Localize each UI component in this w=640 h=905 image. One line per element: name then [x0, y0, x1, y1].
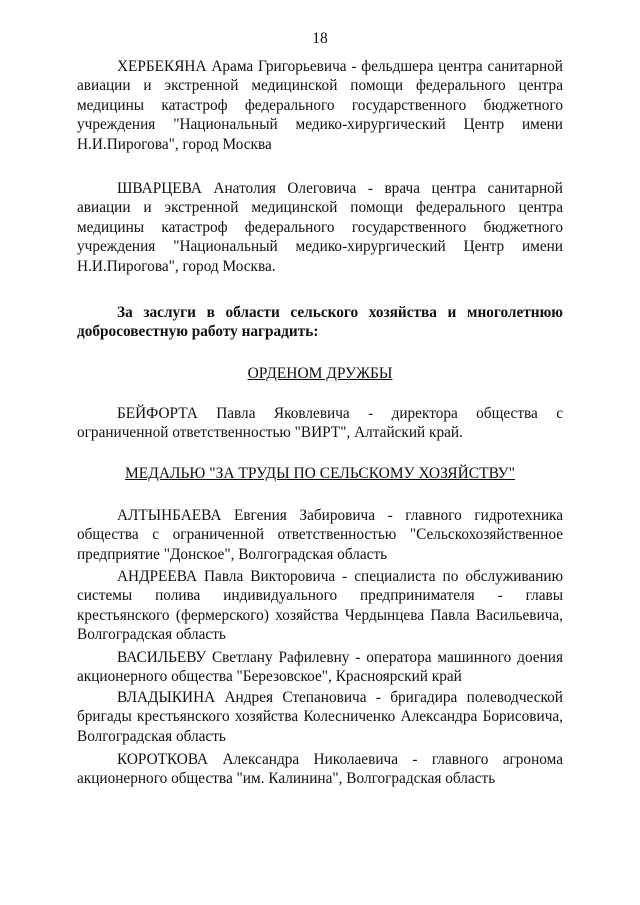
award-recipient-paragraph: ВЛАДЫКИНА Андрея Степановича - бригадира полеводческой бригады крестьянского хозяйства Колесниченко Александра Борисовича, Волгоградская область: [77, 689, 563, 745]
award-recipient-paragraph: АЛТЫНБАЕВА Евгения Забировича - главного гидротехника общества с ограниченной ответственностью "Сельскохозяйственное предприятие "Донское", Волгоградская область: [77, 507, 563, 563]
award-recipient-paragraph: ВАСИЛЬЕВУ Светлану Рафилевну - оператора машинного доения акционерного общества "Березовское", Красноярский край: [77, 649, 563, 686]
medal-heading: МЕДАЛЬЮ "ЗА ТРУДЫ ПО СЕЛЬСКОМУ ХОЗЯЙСТВУ": [125, 465, 515, 482]
order-heading: ОРДЕНОМ ДРУЖБЫ: [247, 365, 393, 382]
award-recipient-paragraph: КОРОТКОВА Александра Николаевича - главного агронома акционерного общества "им. Калинина", Волгоградская область: [77, 751, 563, 788]
award-recipient-paragraph: ШВАРЦЕВА Анатолия Олеговича - врача центра санитарной авиации и экстренной медицинской помощи федерального центра медицины катастроф федерального государственного бюджетного учреждения "Национальный медико-хирургический Центр имени Н.И.Пирогова", город Москва.: [77, 180, 563, 275]
page-number: 18: [312, 30, 328, 47]
section-intro: За заслуги в области сельского хозяйства и многолетнюю добросовестную работу наградить:: [77, 304, 563, 341]
award-recipient-paragraph: АНДРЕЕВА Павла Викторовича - специалиста по обслуживанию системы полива индивидуального предпринимателя - главы крестьянского (фермерского) хозяйства Чердынцева Павла Васильевича, Волгоградская область: [77, 568, 563, 644]
award-recipient-paragraph: БЕЙФОРТА Павла Яковлевича - директора общества с ограниченной ответственностью "ВИРТ", Алтайский край.: [77, 405, 563, 442]
award-recipient-paragraph: ХЕРБЕКЯНА Арама Григорьевича - фельдшера центра санитарной авиации и экстренной медицинской помощи федерального центра медицины катастроф федерального государственного бюджетного учреждения "Национальный медико-хирургический Центр имени Н.И.Пирогова", город Москва: [77, 58, 563, 153]
